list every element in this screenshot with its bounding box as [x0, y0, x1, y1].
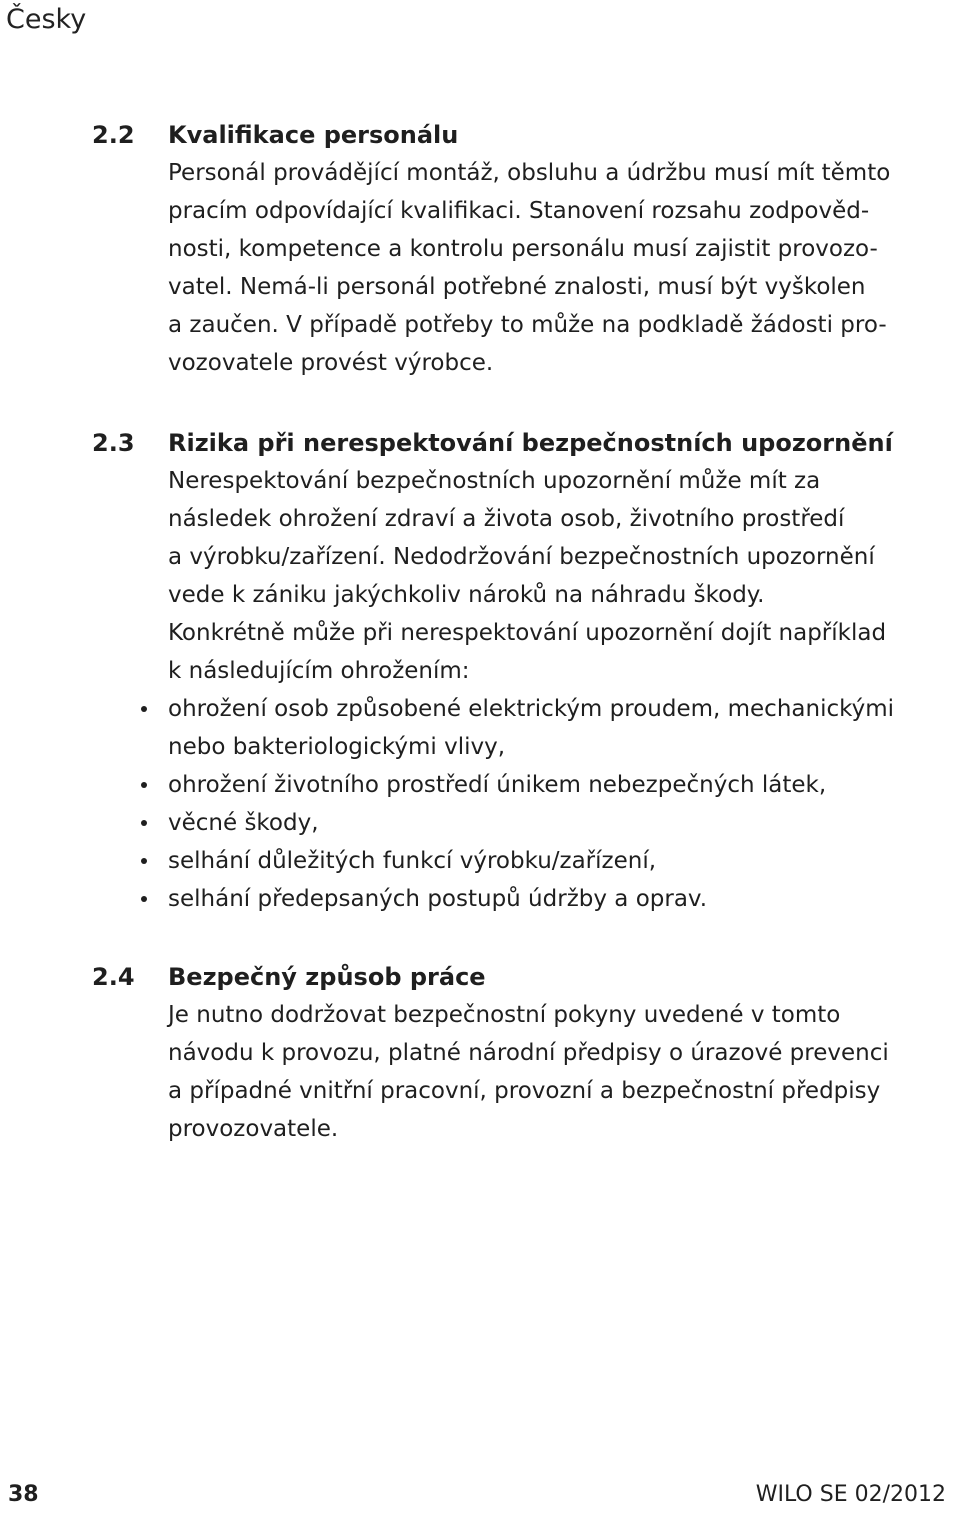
hazard-list: [168, 690, 958, 918]
paragraph-line: vozovatele provést výrobce.: [168, 350, 494, 376]
list-item-line: nebo bakteriologickými vlivy,: [168, 734, 506, 760]
list-item: [168, 766, 958, 804]
paragraph-line: návodu k provozu, platné národní předpisy o úrazové prevenci: [168, 1040, 889, 1066]
bullet-dot-icon: [141, 858, 147, 864]
paragraph-line: vede k zániku jakýchkoliv nároků na náhradu škody.: [168, 582, 765, 608]
section-title: Rizika při nerespektování bezpečnostních upozornění: [168, 429, 893, 457]
list-item-line: věcné škody,: [168, 810, 319, 836]
language-label: Česky: [6, 4, 87, 35]
section-title: Kvalifikace personálu: [168, 121, 459, 149]
paragraph-line: Nerespektování bezpečnostních upozornění může mít za: [168, 468, 821, 494]
list-item-line: selhání předepsaných postupů údržby a oprav.: [168, 886, 708, 912]
list-item-line: ohrožení životního prostředí únikem nebezpečných látek,: [168, 772, 827, 798]
paragraph-line: Je nutno dodržovat bezpečnostní pokyny uvedené v tomto: [168, 1002, 841, 1028]
section-number: 2.2: [92, 121, 135, 149]
paragraph-line: vatel. Nemá-li personál potřebné znalosti, musí být vyškolen: [168, 274, 866, 300]
paragraph-line: Personál provádějící montáž, obsluhu a údržbu musí mít těmto: [168, 160, 891, 186]
paragraph-line: k následujícím ohrožením:: [168, 658, 470, 684]
list-item-line: selhání důležitých funkcí výrobku/zařízení,: [168, 848, 657, 874]
list-item: [168, 880, 958, 918]
bullet-dot-icon: [141, 782, 147, 788]
paragraph-line: následek ohrožení zdraví a života osob, životního prostředí: [168, 506, 845, 532]
section-body: [168, 116, 958, 382]
footer-brand: WILO SE 02/2012: [755, 1482, 946, 1507]
paragraph-line: provozovatele.: [168, 1116, 339, 1142]
paragraph-line: Konkrétně může při nerespektování upozornění dojít například: [168, 620, 887, 646]
paragraph-line: nosti, kompetence a kontrolu personálu musí zajistit provozo-: [168, 236, 878, 262]
bullet-dot-icon: [141, 706, 147, 712]
bullet-dot-icon: [141, 896, 147, 902]
section-body: [168, 424, 958, 918]
section-title: Bezpečný způsob práce: [168, 963, 486, 991]
list-item-line: ohrožení osob způsobené elektrickým proudem, mechanickými: [168, 696, 895, 722]
bullet-dot-icon: [141, 820, 147, 826]
paragraph-line: a zaučen. V případě potřeby to může na podkladě žádosti pro-: [168, 312, 887, 338]
section-number: 2.3: [92, 429, 135, 457]
list-item: [168, 842, 958, 880]
paragraph-line: pracím odpovídající kvalifikaci. Stanovení rozsahu zodpověd-: [168, 198, 870, 224]
section-number: 2.4: [92, 963, 135, 991]
paragraph-line: a případné vnitřní pracovní, provozní a bezpečnostní předpisy: [168, 1078, 881, 1104]
section-body: [168, 958, 958, 1148]
paragraph-line: a výrobku/zařízení. Nedodržování bezpečnostních upozornění: [168, 544, 875, 570]
list-item: [168, 804, 958, 842]
page-number: 38: [8, 1482, 39, 1507]
list-item: [168, 690, 958, 766]
